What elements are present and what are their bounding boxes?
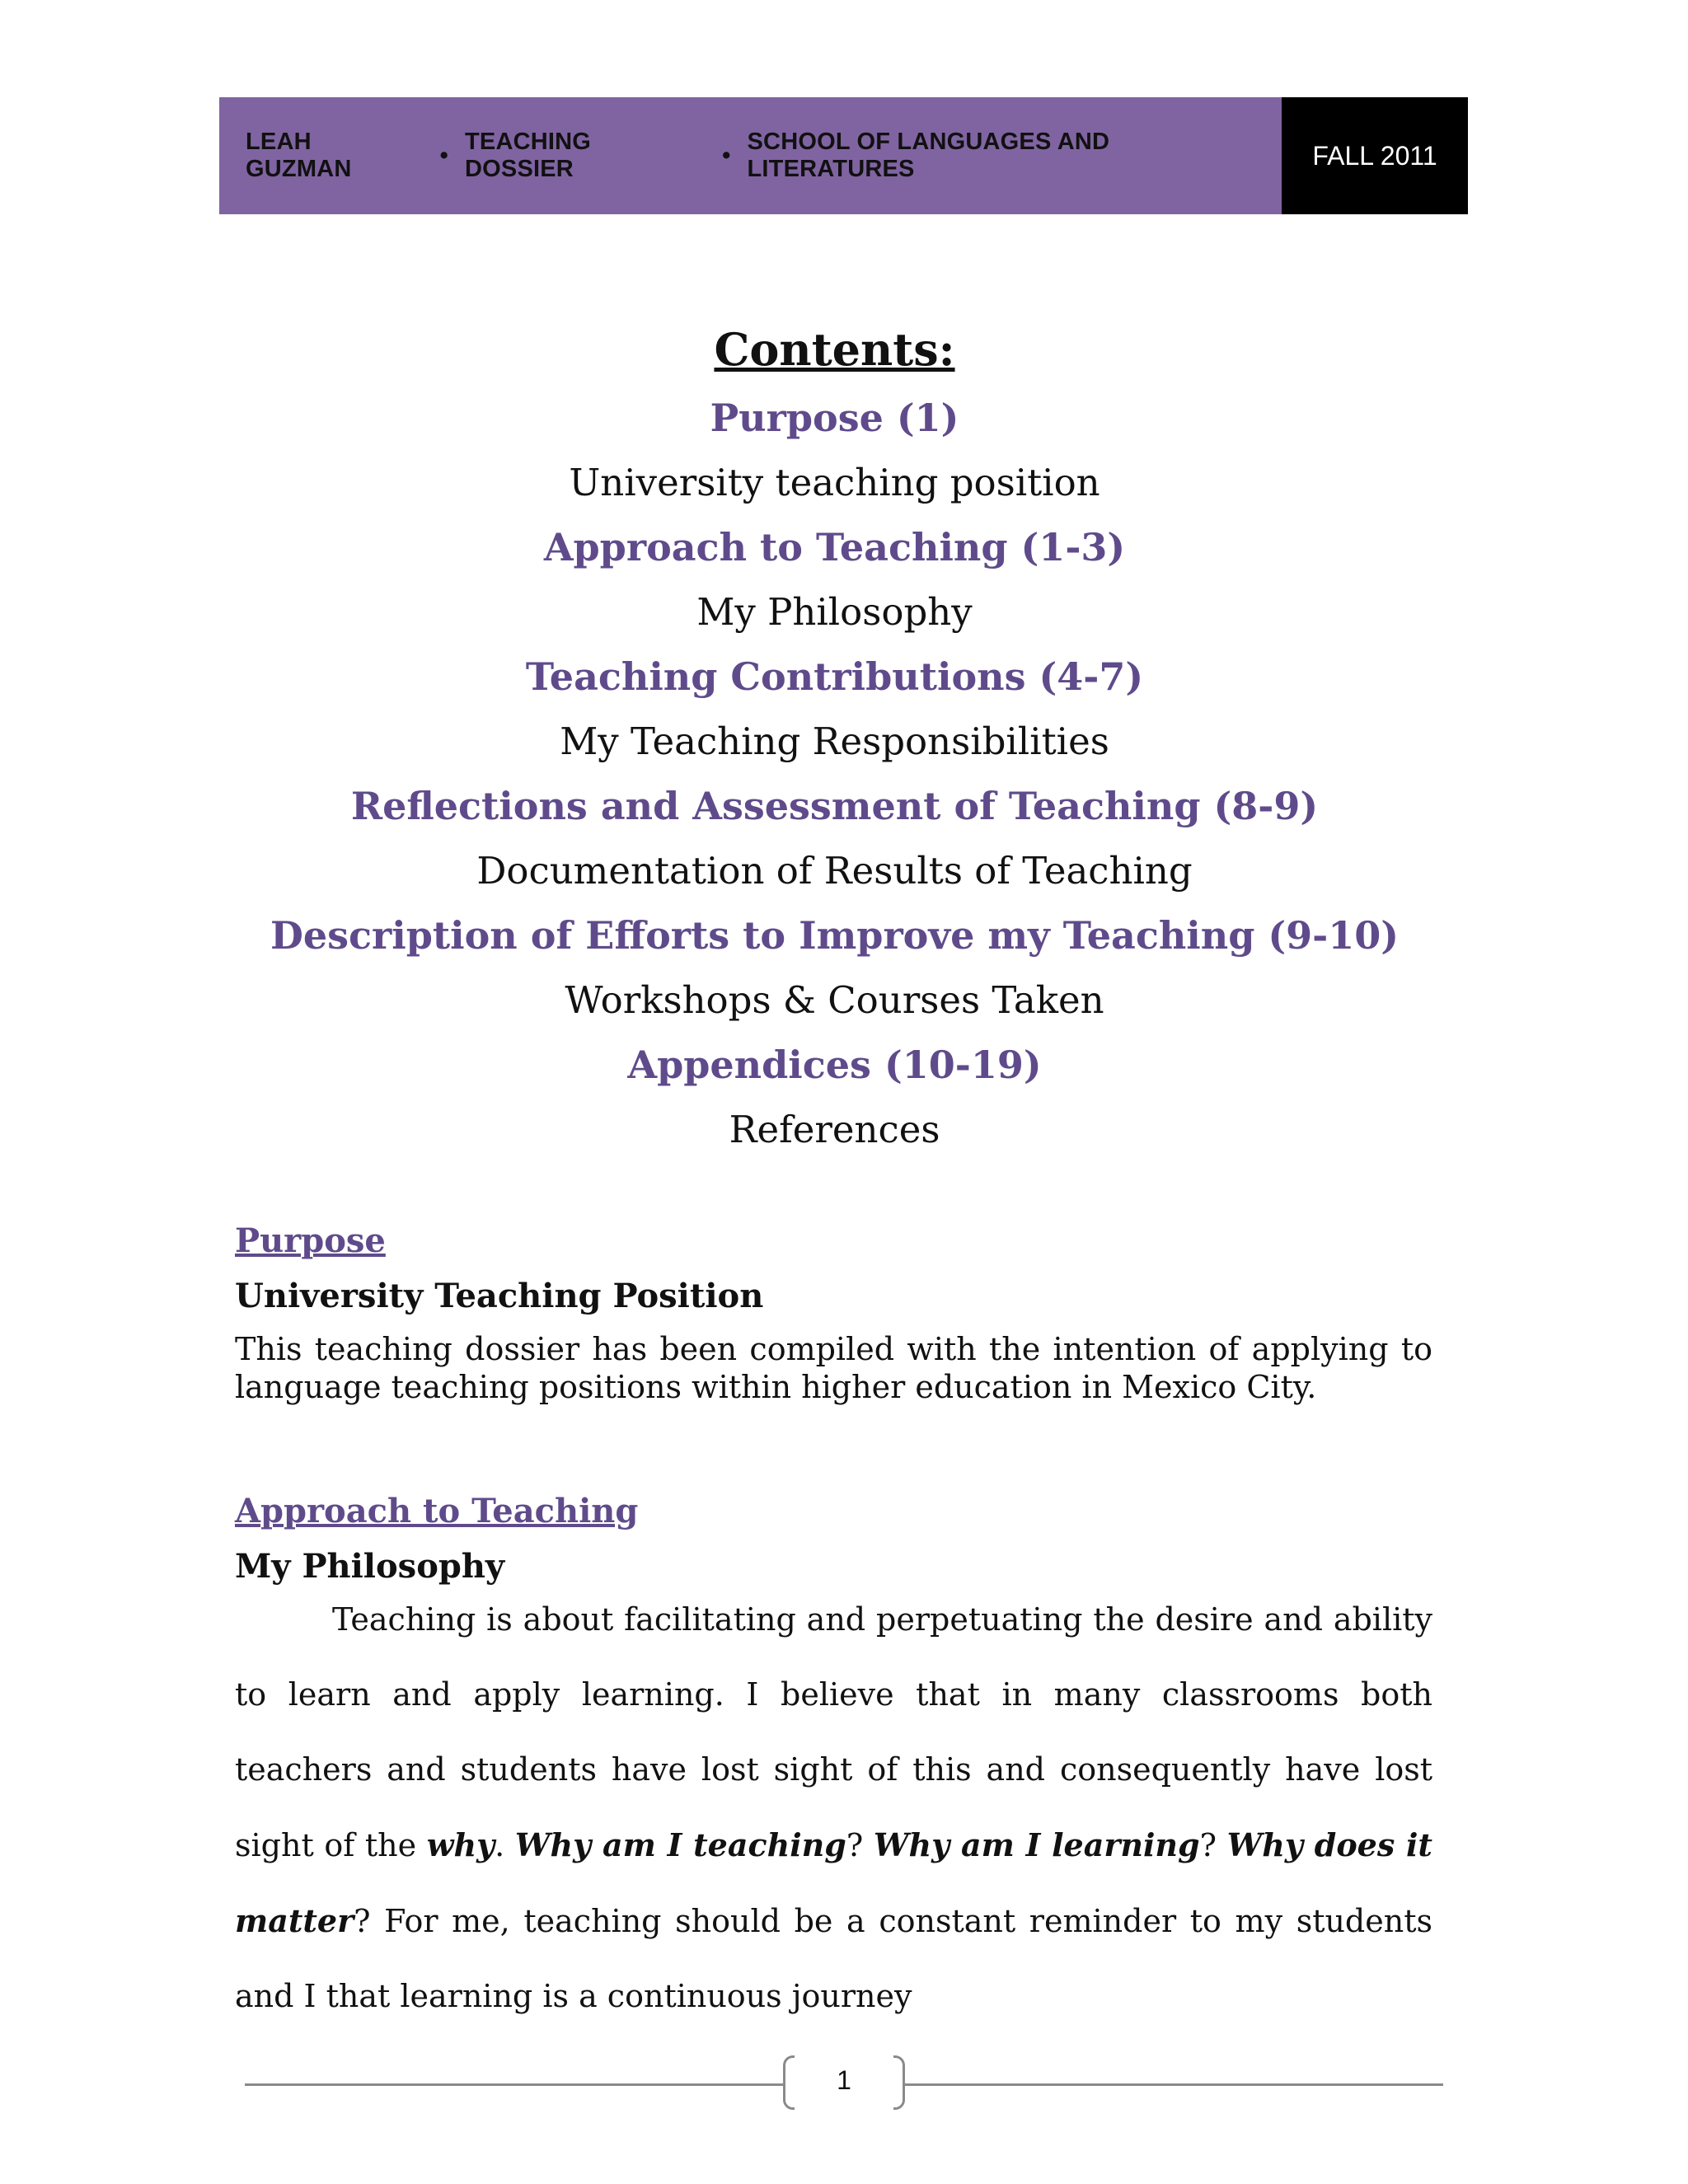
philosophy-paragraph [235,1582,1432,2034]
purpose-subheading: University Teaching Position [235,1277,764,1315]
left-bracket-icon [783,2055,795,2110]
header-term: FALL 2011 [1282,97,1468,214]
purpose-section [235,1221,1432,1406]
header-document-type: TEACHING DOSSIER [465,129,592,182]
philosophy-emphasis: Why does it matter [235,1826,1432,1939]
toc-title: Contents: [714,323,955,376]
philosophy-emphasis: Why am I teaching [514,1826,846,1863]
toc-section: Description of Efforts to Improve my Teaching (9-10) [270,913,1400,958]
page-header [219,97,1468,214]
footer-rule-left [245,2083,783,2086]
right-bracket-icon [893,2055,905,2110]
header-school: SCHOOL OF LANGUAGES AND LITERATURES [747,129,1110,182]
toc-subsection: My Philosophy [696,590,973,634]
toc-subsection: References [729,1108,940,1151]
philosophy-subheading: My Philosophy [235,1547,505,1586]
page-number: 1 [837,2065,851,2095]
toc-subsection: University teaching position [569,461,1100,504]
philosophy-text: ? [1199,1827,1227,1863]
footer-rule-right [905,2083,1443,2086]
toc-section: Reflections and Assessment of Teaching (8-9) [350,784,1319,828]
header-author: LEAH GUZMAN [246,129,352,182]
purpose-paragraph: This teaching dossier has been compiled with the intention of applying to language teaching positions within higher education in Mexico City. [235,1331,1432,1405]
philosophy-emphasis: why [426,1826,495,1863]
toc-section: Purpose (1) [710,396,959,440]
toc-section: Teaching Contributions (4-7) [525,654,1144,699]
toc-section: Approach to Teaching (1-3) [543,525,1126,569]
approach-section [235,1492,1432,2034]
header-title-band [219,97,1282,214]
header-separator: • [722,142,731,169]
purpose-heading: Purpose [235,1221,386,1260]
toc-subsection: Documentation of Results of Teaching [476,849,1193,893]
philosophy-text: ? [846,1827,874,1863]
philosophy-text: . [495,1827,515,1863]
philosophy-emphasis: Why am I learning [873,1826,1200,1863]
philosophy-text: Teaching is about facilitating and perpetuating the desire and ability to learn and apply learning. I believe that in many classrooms both teachers and students have lost sight of this and consequently have lost sight of the [235,1601,1432,1863]
toc-subsection: Workshops & Courses Taken [565,978,1104,1022]
philosophy-text: ? For me, teaching should be a constant reminder to my students and I that learning is a continuous journey [235,1903,1432,2014]
table-of-contents [0,313,1669,1162]
toc-section: Appendices (10-19) [627,1043,1042,1087]
approach-heading: Approach to Teaching [235,1492,639,1530]
toc-subsection: My Teaching Responsibilities [560,719,1109,763]
header-separator: • [439,142,449,169]
